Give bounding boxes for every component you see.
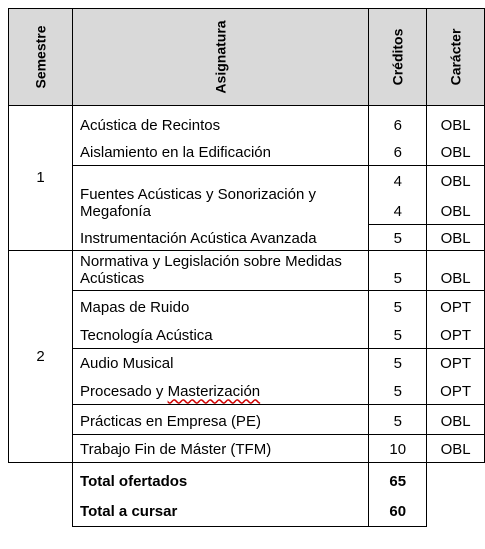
total-cursar-row bbox=[9, 496, 485, 526]
course-credits: 5 bbox=[369, 290, 427, 320]
total-cursar-value: 60 bbox=[369, 496, 427, 526]
course-credits: 5 bbox=[369, 348, 427, 376]
semester-1-cell: 1 bbox=[9, 106, 73, 251]
header-creditos: Créditos bbox=[369, 9, 427, 106]
course-name: Procesado y Masterización bbox=[73, 376, 369, 404]
spellcheck-underlined-word: Masterización bbox=[167, 382, 261, 400]
course-name: Acústica de Recintos bbox=[73, 106, 369, 138]
total-ofertados-value: 65 bbox=[369, 462, 427, 496]
course-type: OPT bbox=[427, 320, 485, 348]
course-type: OBL bbox=[427, 404, 485, 434]
course-type: OBL bbox=[427, 194, 485, 225]
course-credits: 4 bbox=[369, 194, 427, 225]
header-row bbox=[9, 9, 485, 106]
total-ofertados-row bbox=[9, 462, 485, 496]
course-type: OPT bbox=[427, 348, 485, 376]
header-asignatura: Asignatura bbox=[73, 9, 369, 106]
table-row bbox=[9, 434, 485, 462]
course-name: Audio Musical bbox=[73, 348, 369, 376]
plan-de-estudios-table-wrapper bbox=[8, 8, 485, 527]
table-row bbox=[9, 138, 485, 166]
total-cursar-label: Total a cursar bbox=[73, 496, 369, 526]
course-name: Instrumentación Acústica Avanzada bbox=[73, 225, 369, 250]
course-credits: 5 bbox=[369, 250, 427, 290]
course-type: OPT bbox=[427, 376, 485, 404]
table-row bbox=[9, 250, 485, 290]
course-name: Fuentes Acústicas y Sonorización y Megafonía bbox=[73, 166, 369, 225]
table-row bbox=[9, 376, 485, 404]
table-row bbox=[9, 106, 485, 138]
course-name: Aislamiento en la Edificación bbox=[73, 138, 369, 166]
course-name: Tecnología Acústica bbox=[73, 320, 369, 348]
course-type: OBL bbox=[427, 166, 485, 194]
total-ofertados-label: Total ofertados bbox=[73, 462, 369, 496]
header-caracter: Carácter bbox=[427, 9, 485, 106]
semester-2-cell: 2 bbox=[9, 250, 73, 462]
course-type: OBL bbox=[427, 250, 485, 290]
table-row bbox=[9, 404, 485, 434]
course-credits: 5 bbox=[369, 225, 427, 250]
plan-de-estudios-table bbox=[8, 8, 485, 527]
table-row bbox=[9, 225, 485, 250]
header-semestre: Semestre bbox=[9, 9, 73, 106]
table-row bbox=[9, 290, 485, 320]
course-type: OBL bbox=[427, 225, 485, 250]
course-credits: 6 bbox=[369, 106, 427, 138]
course-name: Trabajo Fin de Máster (TFM) bbox=[73, 434, 369, 462]
course-credits: 6 bbox=[369, 138, 427, 166]
table-row bbox=[9, 348, 485, 376]
course-name: Mapas de Ruido bbox=[73, 290, 369, 320]
course-credits: 5 bbox=[369, 376, 427, 404]
course-credits: 5 bbox=[369, 404, 427, 434]
course-credits: 5 bbox=[369, 320, 427, 348]
table-row bbox=[9, 166, 485, 194]
course-type: OBL bbox=[427, 138, 485, 166]
course-name: Prácticas en Empresa (PE) bbox=[73, 404, 369, 434]
course-credits: 4 bbox=[369, 166, 427, 194]
course-name: Normativa y Legislación sobre Medidas Acústicas bbox=[73, 250, 369, 290]
course-credits: 10 bbox=[369, 434, 427, 462]
table-row bbox=[9, 320, 485, 348]
course-type: OBL bbox=[427, 434, 485, 462]
course-type: OBL bbox=[427, 106, 485, 138]
course-type: OPT bbox=[427, 290, 485, 320]
